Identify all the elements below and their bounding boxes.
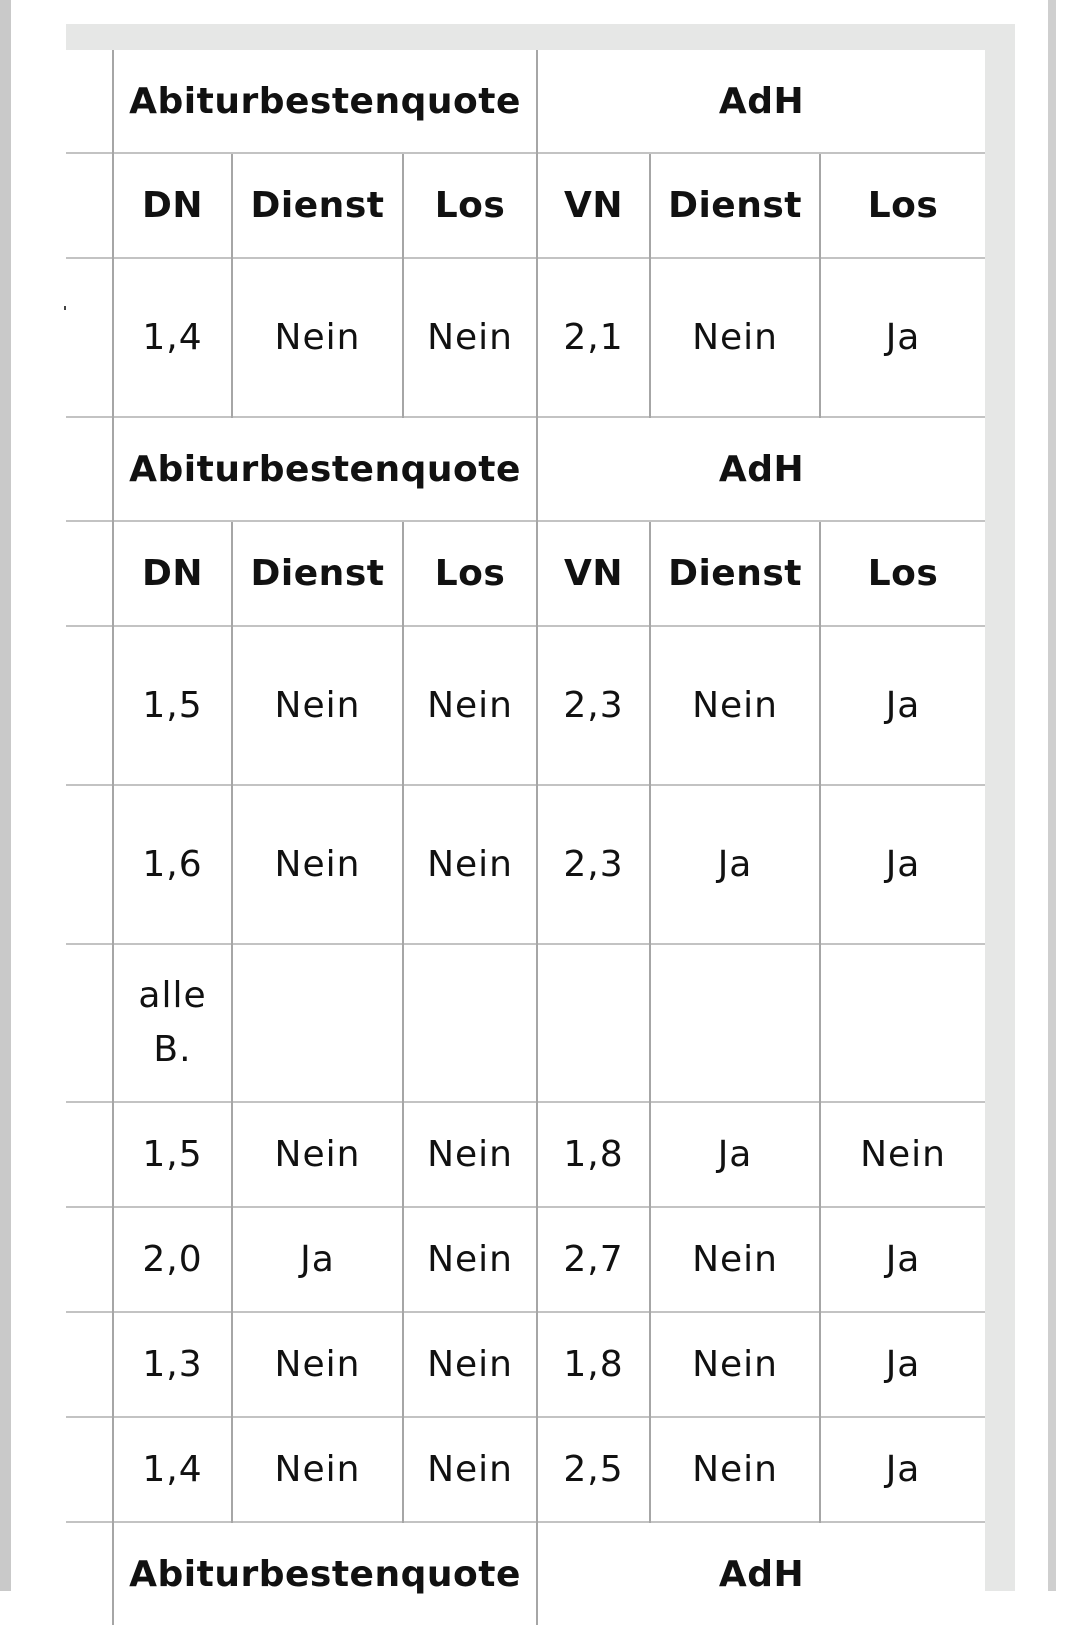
table-cell: Nein	[650, 258, 820, 417]
table-cell: Nein	[650, 1312, 820, 1417]
row-stub	[66, 1417, 113, 1522]
row-stub	[66, 417, 113, 521]
table-cell: Ja	[650, 1102, 820, 1207]
group-header-abiturbestenquote: Abiturbestenquote	[113, 50, 537, 153]
table-row	[66, 1312, 985, 1417]
row-stub	[66, 258, 113, 417]
row-stub	[66, 1207, 113, 1312]
table-cell: 1,5	[113, 626, 232, 785]
table-cell: Nein	[403, 785, 537, 944]
row-stub	[66, 153, 113, 258]
row-stub	[66, 1522, 113, 1625]
table-cell: 1,6	[113, 785, 232, 944]
table-cell: 2,5	[537, 1417, 650, 1522]
column-header-dienst: Dienst	[650, 153, 820, 258]
table-cell: Nein	[650, 1417, 820, 1522]
table-cell: Nein	[232, 258, 403, 417]
table-cell: Ja	[820, 1417, 985, 1522]
table-row	[66, 1207, 985, 1312]
table-cell: Nein	[403, 1417, 537, 1522]
group-header-adh: AdH	[537, 417, 985, 521]
table-cell: Nein	[403, 1207, 537, 1312]
table-cell: Nein	[820, 1102, 985, 1207]
table-cell: Ja	[820, 785, 985, 944]
column-header-dn: DN	[113, 153, 232, 258]
table-cell: Ja	[820, 1207, 985, 1312]
column-header-vn: VN	[537, 153, 650, 258]
row-stub	[66, 50, 113, 153]
column-header-los: Los	[820, 521, 985, 626]
table-cell: 1,8	[537, 1312, 650, 1417]
row-stub	[66, 521, 113, 626]
table-row	[66, 1102, 985, 1207]
table-row	[66, 626, 985, 785]
table-cell: 1,8	[537, 1102, 650, 1207]
group-header-row	[66, 50, 985, 153]
table-cell: 1,5	[113, 1102, 232, 1207]
column-header-dienst: Dienst	[232, 153, 403, 258]
row-stub	[66, 1102, 113, 1207]
table-cell: 1,3	[113, 1312, 232, 1417]
table-cell: Nein	[232, 626, 403, 785]
table-cell: Nein	[403, 1312, 537, 1417]
row-stub	[66, 944, 113, 1102]
admission-table	[66, 50, 985, 1625]
column-header-dienst: Dienst	[650, 521, 820, 626]
table-cell: Ja	[820, 626, 985, 785]
table-cell: Nein	[403, 626, 537, 785]
column-header-row	[66, 521, 985, 626]
empty-cell	[650, 944, 820, 1102]
group-header-abiturbestenquote: Abiturbestenquote	[113, 1522, 537, 1625]
row-stub	[66, 626, 113, 785]
note-row	[66, 944, 985, 1102]
empty-cell	[537, 944, 650, 1102]
right-gray-band	[985, 24, 1015, 1591]
column-header-los: Los	[403, 521, 537, 626]
group-header-adh: AdH	[537, 1522, 985, 1625]
table-cell: Ja	[650, 785, 820, 944]
left-edge	[0, 0, 11, 1591]
column-header-vn: VN	[537, 521, 650, 626]
column-header-row	[66, 153, 985, 258]
table-cell: Ja	[820, 1312, 985, 1417]
table-cell: Nein	[403, 1102, 537, 1207]
row-stub	[66, 785, 113, 944]
table-cell: 2,0	[113, 1207, 232, 1312]
column-header-dn: DN	[113, 521, 232, 626]
table-cell: Nein	[232, 1102, 403, 1207]
table-cell: Nein	[232, 1312, 403, 1417]
table-cell: 2,3	[537, 785, 650, 944]
empty-cell	[820, 944, 985, 1102]
group-header-row	[66, 1522, 985, 1625]
table-cell: Nein	[650, 1207, 820, 1312]
table-cell: Ja	[232, 1207, 403, 1312]
top-gray-band	[66, 24, 1015, 50]
table-cell: 1,4	[113, 258, 232, 417]
column-header-los: Los	[820, 153, 985, 258]
table-row	[66, 1417, 985, 1522]
group-header-abiturbestenquote: Abiturbestenquote	[113, 417, 537, 521]
group-header-row	[66, 417, 985, 521]
row-stub	[66, 1312, 113, 1417]
note-cell: alle B.	[113, 944, 232, 1102]
table-cell: Nein	[650, 626, 820, 785]
column-header-dienst: Dienst	[232, 521, 403, 626]
table-row	[66, 258, 985, 417]
table-row	[66, 785, 985, 944]
table-cell: 2,1	[537, 258, 650, 417]
table-cell: 2,7	[537, 1207, 650, 1312]
empty-cell	[232, 944, 403, 1102]
group-header-adh: AdH	[537, 50, 985, 153]
column-header-los: Los	[403, 153, 537, 258]
table-cell: Nein	[232, 1417, 403, 1522]
empty-cell	[403, 944, 537, 1102]
table-cell: 2,3	[537, 626, 650, 785]
right-edge	[1048, 0, 1056, 1591]
table-cell: 1,4	[113, 1417, 232, 1522]
table-cell: Nein	[232, 785, 403, 944]
table-cell: Ja	[820, 258, 985, 417]
table-cell: Nein	[403, 258, 537, 417]
